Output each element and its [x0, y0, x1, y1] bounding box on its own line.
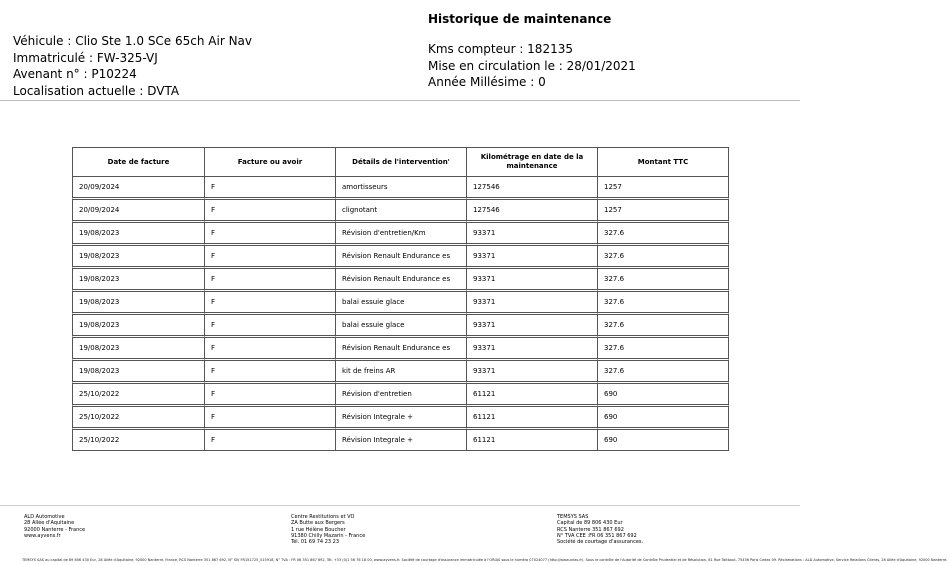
vehicle-location: Localisation actuelle : DVTA: [13, 83, 180, 98]
mileage-cell: 93371: [466, 292, 597, 315]
invoice-date-cell: 25/10/2022: [72, 384, 204, 407]
footer-entity-line: N° TVA CEE :FR 06 351 867 692: [557, 532, 637, 539]
invoice-type-cell: F: [204, 407, 335, 430]
header-divider: [0, 100, 800, 101]
mileage-cell: 127546: [466, 200, 597, 223]
table-row: [72, 269, 729, 292]
invoice-date-cell: 19/08/2023: [72, 246, 204, 269]
mileage-cell: 93371: [466, 223, 597, 246]
invoice-type-cell: F: [204, 384, 335, 407]
amount-cell: 1257: [597, 200, 729, 223]
column-header-invoice-type: Facture ou avoir: [204, 147, 335, 177]
footer-center-line: 91380 Chilly Mazarin - France: [291, 532, 366, 539]
mileage-cell: 93371: [466, 246, 597, 269]
odometer: Kms compteur : 182135: [428, 42, 573, 56]
invoice-type-cell: F: [204, 361, 335, 384]
amount-cell: 690: [597, 430, 729, 451]
intervention-details-cell: Révision Renault Endurance es: [335, 269, 466, 292]
footer-center-line: ZA Butte aux Bergers: [291, 520, 345, 527]
mileage-cell: 61121: [466, 407, 597, 430]
footer-center-phone: Tél. 01 69 74 23 23: [291, 539, 340, 546]
amount-cell: 327.6: [597, 269, 729, 292]
mileage-cell: 93371: [466, 338, 597, 361]
table-row: [72, 430, 729, 451]
footer-entity-line: Société de courtage d'assurances.: [557, 539, 644, 546]
column-header-intervention-details: Détails de l'intervention': [335, 147, 466, 177]
table-row: [72, 315, 729, 338]
intervention-details-cell: Révision Renault Endurance es: [335, 338, 466, 361]
footer-company-line: 92000 Nanterre - France: [24, 526, 86, 533]
document-title: Historique de maintenance: [428, 12, 612, 26]
mileage-cell: 93371: [466, 315, 597, 338]
table-row: [72, 223, 729, 246]
intervention-details-cell: clignotant: [335, 200, 466, 223]
column-header-mileage: Kilométrage en date de la maintenance: [466, 147, 597, 177]
invoice-date-cell: 19/08/2023: [72, 315, 204, 338]
amount-cell: 1257: [597, 177, 729, 200]
maintenance-table: [72, 147, 729, 451]
table-row: [72, 407, 729, 430]
amount-cell: 327.6: [597, 361, 729, 384]
table-row: [72, 292, 729, 315]
mileage-cell: 93371: [466, 361, 597, 384]
intervention-details-cell: balai essuie glace: [335, 315, 466, 338]
invoice-type-cell: F: [204, 292, 335, 315]
intervention-details-cell: Révision Renault Endurance es: [335, 246, 466, 269]
footer-company-line: ALD Automotive: [24, 514, 65, 520]
column-header-amount: Montant TTC: [597, 147, 729, 177]
footer-restitution-center: [291, 514, 365, 545]
invoice-type-cell: F: [204, 223, 335, 246]
invoice-date-cell: 19/08/2023: [72, 223, 204, 246]
invoice-date-cell: 25/10/2022: [72, 407, 204, 430]
invoice-type-cell: F: [204, 315, 335, 338]
amount-cell: 327.6: [597, 292, 729, 315]
amount-cell: 690: [597, 384, 729, 407]
intervention-details-cell: Révision Integrale +: [335, 430, 466, 451]
table-row: [72, 177, 729, 200]
invoice-date-cell: 19/08/2023: [72, 338, 204, 361]
invoice-type-cell: F: [204, 430, 335, 451]
intervention-details-cell: amortisseurs: [335, 177, 466, 200]
footer-entity-line: Capital de 89 806 430 Eur: [557, 520, 623, 527]
maintenance-summary: [428, 12, 636, 91]
amount-cell: 327.6: [597, 315, 729, 338]
footer-entity-line: TEMSYS SAS: [557, 514, 589, 520]
intervention-details-cell: Révision d'entretien/Km: [335, 223, 466, 246]
table-row: [72, 384, 729, 407]
invoice-date-cell: 25/10/2022: [72, 430, 204, 451]
vehicle-registration: Immatriculé : FW-325-VJ: [13, 50, 158, 65]
vehicle-model: Véhicule : Clio Ste 1.0 SCe 65ch Air Nav: [13, 34, 253, 48]
invoice-date-cell: 19/08/2023: [72, 361, 204, 384]
table-row: [72, 361, 729, 384]
mileage-cell: 127546: [466, 177, 597, 200]
footer-entity-line: RCS Nanterre 351 867 692: [557, 526, 624, 533]
first-registration-date: Mise en circulation le : 28/01/2021: [428, 58, 636, 73]
column-header-invoice-date: Date de facture: [72, 147, 204, 177]
intervention-details-cell: Révision d'entretien: [335, 384, 466, 407]
invoice-type-cell: F: [204, 269, 335, 292]
footer-company: [24, 514, 85, 539]
invoice-date-cell: 20/09/2024: [72, 177, 204, 200]
footer-center-line: Centre Restitutions et VO: [291, 514, 355, 520]
amount-cell: 327.6: [597, 223, 729, 246]
intervention-details-cell: kit de freins AR: [335, 361, 466, 384]
intervention-details-cell: balai essuie glace: [335, 292, 466, 315]
footer-legal-entity: [557, 514, 643, 545]
vehicle-info: [13, 33, 252, 99]
table-row: [72, 200, 729, 223]
legal-notice: TEMSYS SAS au capital de 89 806 430 Eur, 28 Allée d'Aquitaine, 92000 Nanterre, France, RCS Nanterre 351 867 692, N° SIV FR151725_015918, N° TVA : FR 06 351 867 692, Tél. +33 (0)1 56 76 18 00, www.ayvens.fr. Société de courtage d'assurance immatriculée à l'ORIAS sous le numéro 07024077 (http://www.orias.fr). Sous le contrôle de l'Autorité de Contrôle Prudentiel et de Résolution, 61 Rue Taitbout, 75436 Paris Cedex 09. Réclamations : ALD Automotive, Service Relations Clients, 28 Allée d'Aquitaine, 92000 Nanterre.: [22, 558, 947, 562]
model-year: Année Millésime : 0: [428, 75, 546, 89]
footer-company-line: 28 Allée d'Aquitaine: [24, 520, 75, 527]
invoice-date-cell: 20/09/2024: [72, 200, 204, 223]
intervention-details-cell: Révision Integrale +: [335, 407, 466, 430]
invoice-type-cell: F: [204, 200, 335, 223]
invoice-type-cell: F: [204, 338, 335, 361]
invoice-type-cell: F: [204, 177, 335, 200]
footer-divider: [0, 505, 800, 506]
footer-center-line: 1 rue Hélène Boucher: [291, 526, 346, 533]
mileage-cell: 61121: [466, 430, 597, 451]
table-row: [72, 338, 729, 361]
mileage-cell: 61121: [466, 384, 597, 407]
mileage-cell: 93371: [466, 269, 597, 292]
table-header-row: [72, 147, 729, 177]
invoice-date-cell: 19/08/2023: [72, 292, 204, 315]
amount-cell: 327.6: [597, 338, 729, 361]
amount-cell: 327.6: [597, 246, 729, 269]
invoice-date-cell: 19/08/2023: [72, 269, 204, 292]
invoice-type-cell: F: [204, 246, 335, 269]
footer-company-website[interactable]: www.ayvens.fr: [24, 532, 61, 539]
amendment-number: Avenant n° : P10224: [13, 67, 137, 81]
amount-cell: 690: [597, 407, 729, 430]
table-row: [72, 246, 729, 269]
